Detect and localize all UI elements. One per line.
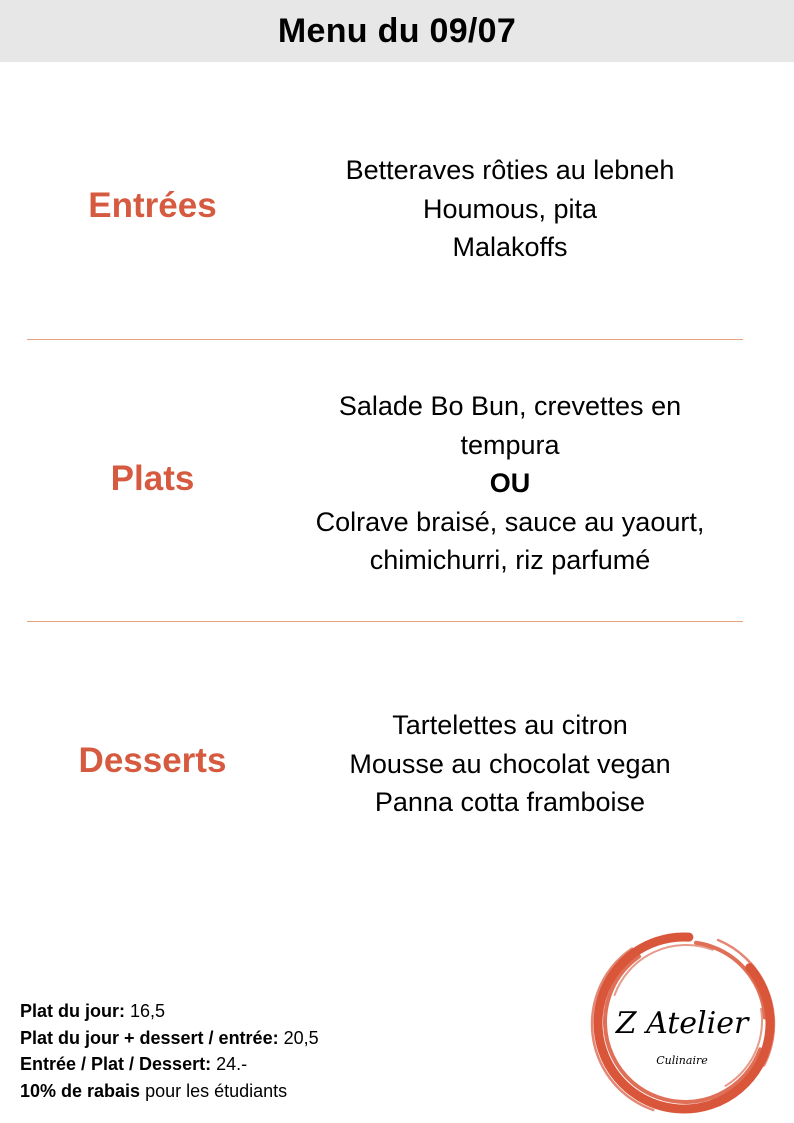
header-bar	[0, 0, 794, 62]
price-line	[20, 1078, 319, 1105]
item-list-entrees	[285, 151, 735, 267]
price-line	[20, 998, 319, 1025]
item-list-plats	[285, 387, 735, 580]
price-line	[20, 1051, 319, 1078]
price-value: 20,5	[278, 1027, 319, 1048]
price-value: pour les étudiants	[140, 1080, 288, 1101]
price-label: Plat du jour:	[20, 1001, 125, 1021]
price-label: Plat du jour + dessert / entrée:	[20, 1027, 279, 1048]
price-value: 16,5	[125, 1001, 166, 1021]
menu-item: Colrave braisé, sauce au yaourt,	[315, 506, 705, 537]
price-label: Entrée / Plat / Dessert:	[20, 1054, 212, 1074]
item-list-desserts	[285, 706, 735, 822]
or-separator: OU	[489, 468, 531, 498]
logo-subtitle: Culinaire	[656, 1054, 708, 1067]
z-atelier-logo	[585, 923, 783, 1121]
logo-title: Z Atelier	[615, 1006, 749, 1041]
menu-item: tempura	[460, 429, 560, 460]
menu-item: chimichurri, riz parfumé	[369, 545, 651, 575]
category-title-entrees: Entrées	[88, 186, 217, 225]
price-list	[20, 998, 319, 1104]
menu-item: Mousse au chocolat vegan	[349, 748, 671, 779]
price-line	[20, 1025, 319, 1052]
page-title: Menu du 09/07	[277, 11, 517, 50]
menu-item: Malakoffs	[452, 232, 568, 262]
menu-item: Panna cotta framboise	[374, 787, 646, 817]
menu-item: Betteraves rôties au lebneh	[345, 155, 675, 185]
category-title-desserts: Desserts	[78, 741, 227, 780]
menu-item: Salade Bo Bun, crevettes en	[338, 391, 682, 421]
price-label: 10% de rabais	[20, 1080, 141, 1101]
menu-item: Houmous, pita	[422, 193, 598, 224]
section-divider	[27, 339, 743, 340]
section-divider	[27, 621, 743, 622]
category-title-plats: Plats	[110, 459, 195, 498]
price-value: 24.-	[211, 1054, 248, 1074]
menu-item: Tartelettes au citron	[392, 710, 628, 740]
